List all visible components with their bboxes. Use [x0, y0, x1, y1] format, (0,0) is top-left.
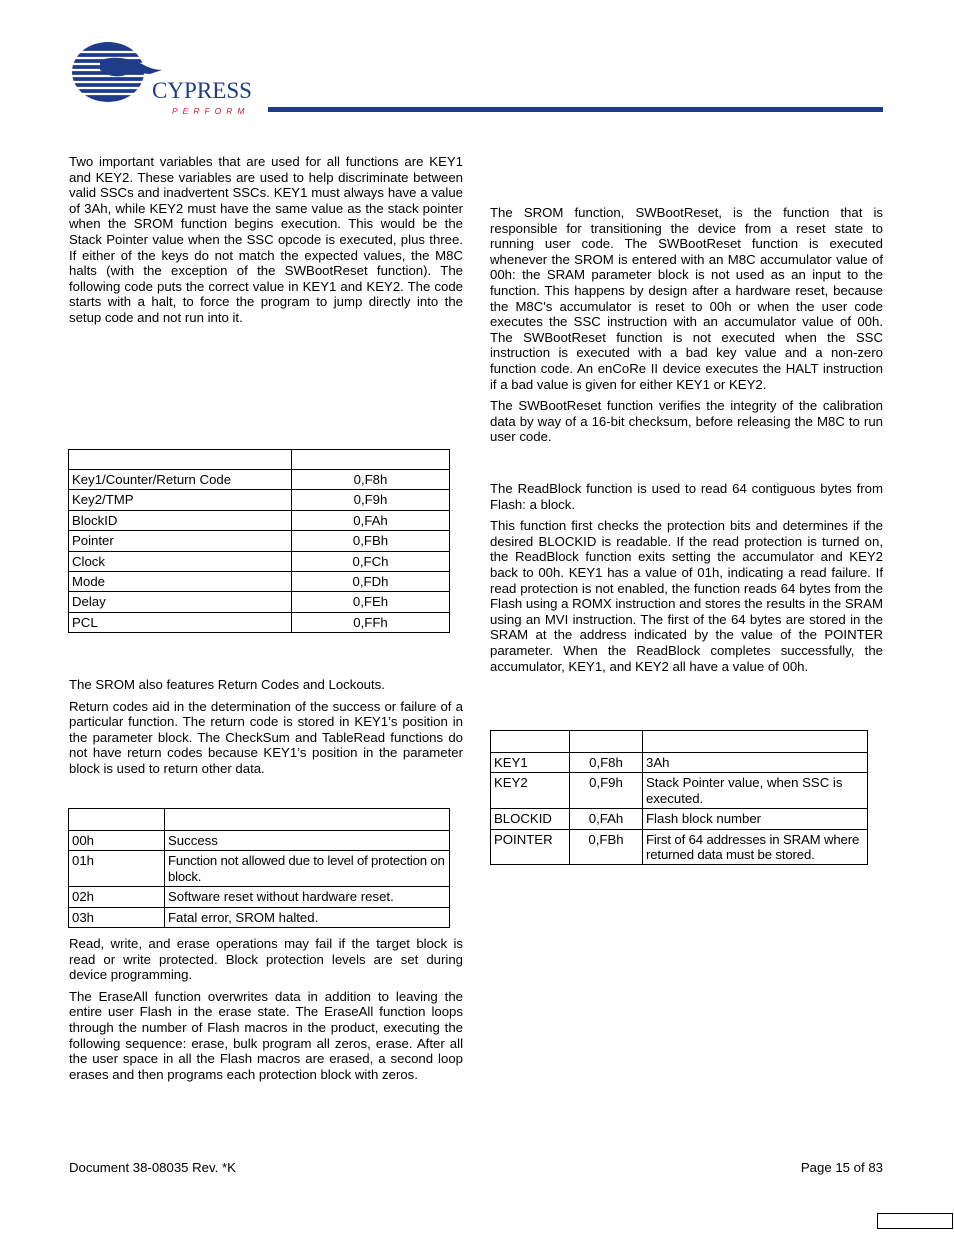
readblock-parameter-table [490, 730, 868, 865]
return-table-header-code [69, 809, 165, 831]
left-column-lower [69, 677, 463, 777]
param-name: Delay [69, 592, 292, 612]
param-table-header-name [69, 450, 292, 470]
param-table-header-address [292, 450, 450, 470]
readblock-address: 0,FAh [570, 809, 643, 829]
readblock-intro-paragraph: The ReadBlock function is used to read 64 contiguous bytes from Flash: a block. [490, 481, 883, 512]
logo-tagline: PERFORM [172, 106, 250, 116]
readblock-header-name [491, 731, 570, 753]
readblock-header-address [570, 731, 643, 753]
return-code: 00h [69, 831, 165, 851]
parameter-block-table [68, 449, 450, 633]
return-table-header-description [165, 809, 450, 831]
param-address: 0,FCh [292, 551, 450, 571]
page-number: Page 15 of 83 [800, 1160, 883, 1175]
cypress-logo [70, 40, 260, 120]
right-column [490, 205, 883, 445]
readblock-description: First of 64 addresses in SRAM where returned data must be stored. [643, 829, 868, 865]
param-name: Clock [69, 551, 292, 571]
readblock-description: Stack Pointer value, when SSC is executed. [643, 773, 868, 809]
swbootreset-checksum-paragraph: The SWBootReset function verifies the integrity of the calibration data by way of a 16-bit checksum, before releasing the M8C to run user code. [490, 398, 883, 445]
readblock-description: Flash block number [643, 809, 868, 829]
protection-paragraph: Read, write, and erase operations may fail if the target block is read or write protected. Block protection levels are set during device programming. [69, 936, 463, 983]
return-codes-intro: The SROM also features Return Codes and Lockouts. [69, 677, 385, 692]
readblock-name: KEY1 [491, 753, 570, 773]
param-name: PCL [69, 612, 292, 632]
document-number: Document 38-08035 Rev. *K [69, 1160, 236, 1175]
readblock-name: POINTER [491, 829, 570, 865]
readblock-header-description [643, 731, 868, 753]
readblock-detail-paragraph: This function first checks the protection bits and determines if the desired BLOCKID is readable. If the read protection is turned on, the ReadBlock function exits setting the accumulator and KEY2 back to 00h. KEY1 has a value of 01h, indicating a read failure. If read protection is not enabled, the function reads 64 bytes from the Flash using a ROMX instruction and stores the results in the SRAM using an MVI instruction. The first of the 64 bytes are stored in the SRAM at the address indicated by the value of the POINTER parameter. When the ReadBlock completes successfully, the accumulator, KEY1, and KEY2 all have a value of 00h. [490, 518, 883, 674]
param-name: BlockID [69, 510, 292, 530]
return-description: Function not allowed due to level of protection on block. [165, 851, 450, 887]
readblock-address: 0,F9h [570, 773, 643, 809]
key-variables-paragraph: Two important variables that are used for all functions are KEY1 and KEY2. These variables are used to help discriminate between valid SSCs and inadvertent SSCs. KEY1 must always have a value of 3Ah, while KEY2 must have the same value as the stack pointer when the SROM function begins execution. This would be the Stack Pointer value when the SSC opcode is executed, plus three. If either of the keys do not match the expected values, the M8C halts (with the exception of the SWBootReset function). The following code puts the correct value in KEY1 and KEY2. The code starts with a halt, to force the program to jump directly into the setup code and not run into it. [69, 154, 463, 325]
param-address: 0,FAh [292, 510, 450, 530]
return-description: Software reset without hardware reset. [165, 887, 450, 907]
param-address: 0,FDh [292, 572, 450, 592]
param-name: Key1/Counter/Return Code [69, 470, 292, 490]
param-address: 0,FEh [292, 592, 450, 612]
return-code: 01h [69, 851, 165, 887]
param-address: 0,FFh [292, 612, 450, 632]
left-column-bottom [69, 936, 463, 1082]
readblock-section [490, 481, 883, 674]
param-address: 0,F8h [292, 470, 450, 490]
return-codes-paragraph: Return codes aid in the determination of the success or failure of a particular function. The return code is stored in KEY1’s position in the parameter block. The CheckSum and TableRead functions do not have return codes because KEY1’s position in the parameter block is used to return other data. [69, 698, 463, 776]
header-rule [268, 107, 883, 112]
param-name: Mode [69, 572, 292, 592]
return-code: 02h [69, 887, 165, 907]
feedback-box[interactable] [877, 1213, 953, 1229]
return-codes-table [68, 808, 450, 928]
swbootreset-paragraph: The SROM function, SWBootReset, is the function that is responsible for transitioning the device from a reset state to running user code. The SWBootReset function is executed whenever the SROM is entered with an M8C accumulator value of 00h: the SRAM parameter block is not used as an input to the function. This happens by design after a hardware reset, because the M8C's accumulator is reset to 00h or when the user code executes the SSC instruction with an accumulator value of 00h. The SWBootReset function is not executed when the SSC instruction is executed with a bad key value and a non-zero function code. An enCoRe II device executes the HALT instruction if a bad value is given for either KEY1 or KEY2. [490, 205, 883, 392]
param-address: 0,F9h [292, 490, 450, 510]
return-code: 03h [69, 907, 165, 927]
left-column [69, 154, 463, 326]
eraseall-paragraph: The EraseAll function overwrites data in addition to leaving the entire user Flash in the erase state. The EraseAll function loops through the number of Flash macros in the product, executing the following sequence: erase, bulk program all zeros, erase. After all the user space in all the Flash macros are erased, a second loop erases and then programs each protection block with zeros. [69, 988, 463, 1082]
param-name: Pointer [69, 531, 292, 551]
readblock-address: 0,F8h [570, 753, 643, 773]
readblock-description: 3Ah [643, 753, 868, 773]
readblock-name: BLOCKID [491, 809, 570, 829]
readblock-address: 0,FBh [570, 829, 643, 865]
return-description: Success [165, 831, 450, 851]
param-name: Key2/TMP [69, 490, 292, 510]
readblock-name: KEY2 [491, 773, 570, 809]
param-address: 0,FBh [292, 531, 450, 551]
logo-word: CYPRESS [152, 78, 252, 103]
return-description: Fatal error, SROM halted. [165, 907, 450, 927]
